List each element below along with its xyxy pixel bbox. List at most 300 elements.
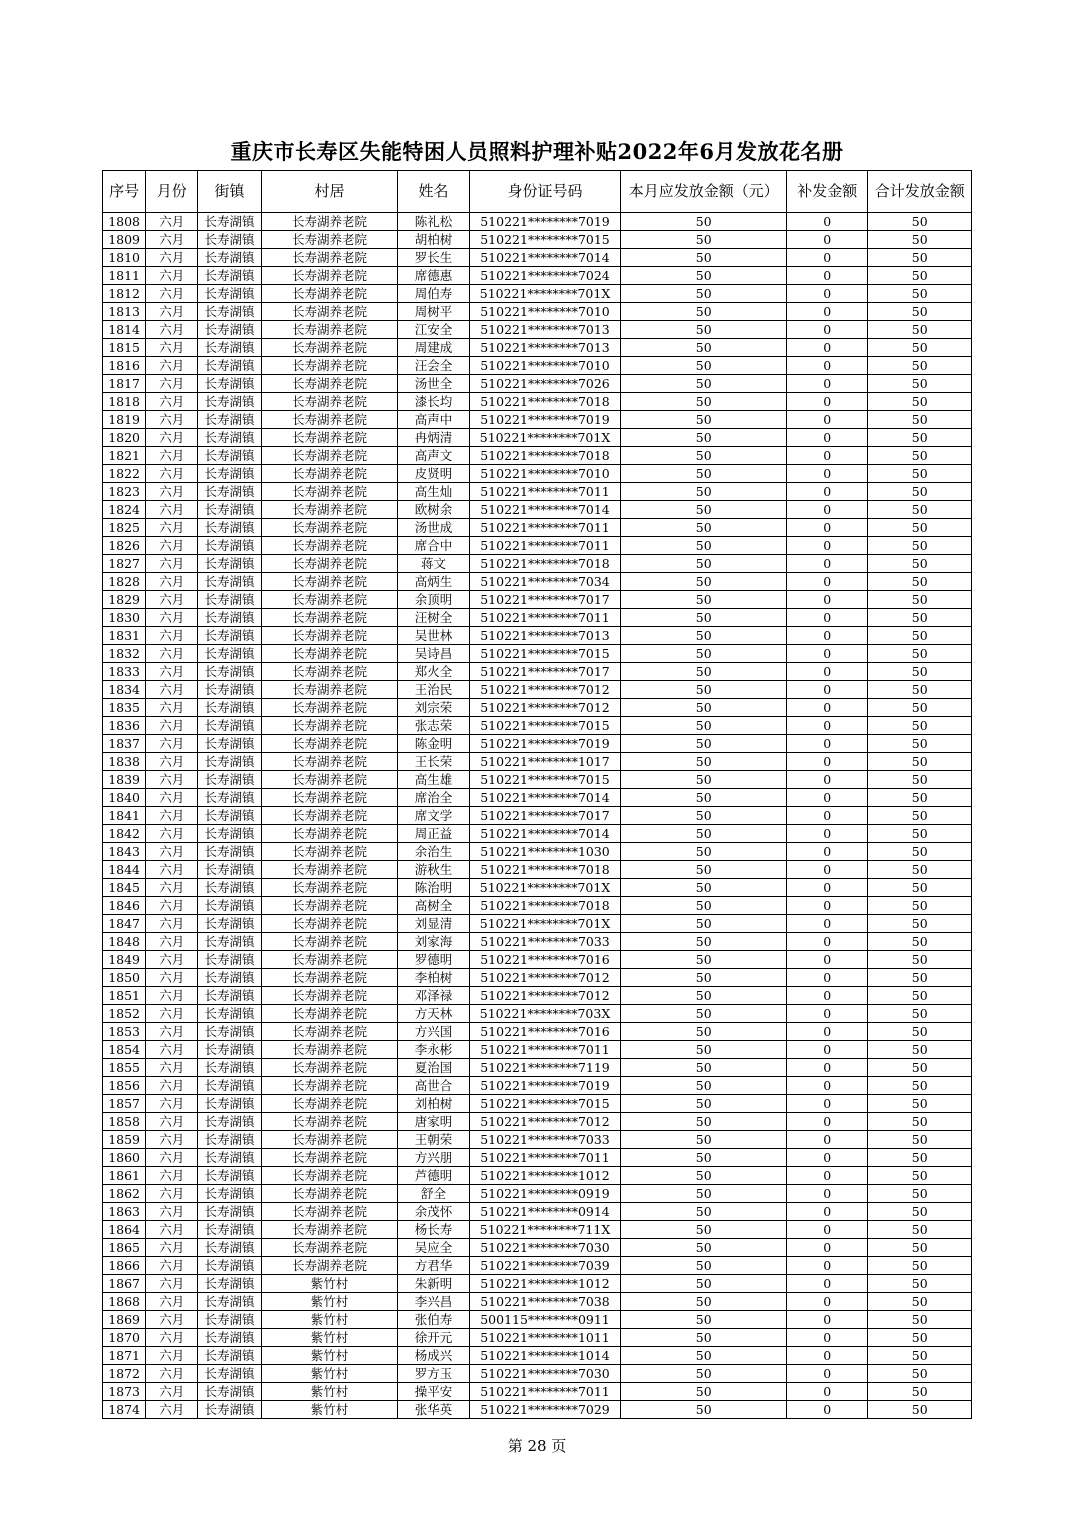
cell-month: 六月 (146, 1383, 198, 1401)
cell-id-number: 510221********7019 (469, 411, 621, 429)
cell-total-amount: 50 (868, 285, 972, 303)
cell-reissue-amount: 0 (787, 429, 868, 447)
table-row (103, 1059, 972, 1077)
cell-town: 长寿湖镇 (198, 411, 261, 429)
cell-serial: 1871 (103, 1347, 146, 1365)
cell-serial: 1846 (103, 897, 146, 915)
cell-town: 长寿湖镇 (198, 681, 261, 699)
cell-town: 长寿湖镇 (198, 1113, 261, 1131)
cell-amount-due: 50 (621, 375, 787, 393)
cell-amount-due: 50 (621, 969, 787, 987)
cell-village: 长寿湖养老院 (261, 1023, 398, 1041)
cell-town: 长寿湖镇 (198, 393, 261, 411)
cell-village: 长寿湖养老院 (261, 645, 398, 663)
cell-village: 长寿湖养老院 (261, 1131, 398, 1149)
cell-name: 张华英 (398, 1401, 469, 1419)
cell-town: 长寿湖镇 (198, 1239, 261, 1257)
cell-serial: 1830 (103, 609, 146, 627)
cell-serial: 1821 (103, 447, 146, 465)
cell-reissue-amount: 0 (787, 1059, 868, 1077)
cell-id-number: 510221********701X (469, 879, 621, 897)
cell-serial: 1809 (103, 231, 146, 249)
cell-reissue-amount: 0 (787, 699, 868, 717)
cell-month: 六月 (146, 735, 198, 753)
cell-town: 长寿湖镇 (198, 285, 261, 303)
cell-total-amount: 50 (868, 501, 972, 519)
cell-month: 六月 (146, 861, 198, 879)
table-row (103, 969, 972, 987)
cell-town: 长寿湖镇 (198, 447, 261, 465)
cell-id-number: 510221********7034 (469, 573, 621, 591)
cell-name: 王长荣 (398, 753, 469, 771)
cell-amount-due: 50 (621, 447, 787, 465)
cell-name: 高生灿 (398, 483, 469, 501)
table-row (103, 1347, 972, 1365)
cell-id-number: 510221********7119 (469, 1059, 621, 1077)
cell-amount-due: 50 (621, 1023, 787, 1041)
cell-total-amount: 50 (868, 1059, 972, 1077)
cell-id-number: 510221********7024 (469, 267, 621, 285)
cell-total-amount: 50 (868, 1239, 972, 1257)
cell-serial: 1828 (103, 573, 146, 591)
table-row (103, 807, 972, 825)
cell-village: 长寿湖养老院 (261, 879, 398, 897)
cell-village: 长寿湖养老院 (261, 843, 398, 861)
cell-month: 六月 (146, 1023, 198, 1041)
cell-reissue-amount: 0 (787, 357, 868, 375)
cell-id-number: 510221********7038 (469, 1293, 621, 1311)
cell-name: 张伯寿 (398, 1311, 469, 1329)
cell-total-amount: 50 (868, 1023, 972, 1041)
cell-name: 操平安 (398, 1383, 469, 1401)
cell-total-amount: 50 (868, 879, 972, 897)
cell-village: 长寿湖养老院 (261, 591, 398, 609)
cell-total-amount: 50 (868, 339, 972, 357)
cell-town: 长寿湖镇 (198, 465, 261, 483)
cell-serial: 1825 (103, 519, 146, 537)
cell-name: 胡柏树 (398, 231, 469, 249)
cell-reissue-amount: 0 (787, 555, 868, 573)
cell-name: 游秋生 (398, 861, 469, 879)
cell-reissue-amount: 0 (787, 303, 868, 321)
cell-name: 杨长寿 (398, 1221, 469, 1239)
cell-serial: 1873 (103, 1383, 146, 1401)
cell-name: 方天林 (398, 1005, 469, 1023)
cell-id-number: 510221********7018 (469, 393, 621, 411)
cell-village: 长寿湖养老院 (261, 1113, 398, 1131)
cell-month: 六月 (146, 1347, 198, 1365)
cell-month: 六月 (146, 1203, 198, 1221)
table-row (103, 735, 972, 753)
table-row (103, 591, 972, 609)
cell-serial: 1858 (103, 1113, 146, 1131)
cell-total-amount: 50 (868, 1149, 972, 1167)
cell-town: 长寿湖镇 (198, 933, 261, 951)
cell-town: 长寿湖镇 (198, 1041, 261, 1059)
cell-serial: 1812 (103, 285, 146, 303)
cell-village: 长寿湖养老院 (261, 663, 398, 681)
cell-amount-due: 50 (621, 591, 787, 609)
cell-town: 长寿湖镇 (198, 1401, 261, 1419)
cell-name: 罗德明 (398, 951, 469, 969)
column-header-month: 月份 (146, 171, 198, 213)
table-row (103, 429, 972, 447)
cell-serial: 1808 (103, 213, 146, 231)
cell-town: 长寿湖镇 (198, 753, 261, 771)
cell-id-number: 510221********7015 (469, 645, 621, 663)
cell-amount-due: 50 (621, 1329, 787, 1347)
cell-name: 高声中 (398, 411, 469, 429)
table-row (103, 249, 972, 267)
cell-amount-due: 50 (621, 699, 787, 717)
cell-total-amount: 50 (868, 1095, 972, 1113)
cell-village: 长寿湖养老院 (261, 825, 398, 843)
cell-name: 郑火全 (398, 663, 469, 681)
cell-total-amount: 50 (868, 1113, 972, 1131)
cell-id-number: 510221********1017 (469, 753, 621, 771)
cell-id-number: 510221********1012 (469, 1167, 621, 1185)
cell-village: 长寿湖养老院 (261, 771, 398, 789)
cell-total-amount: 50 (868, 465, 972, 483)
cell-village: 紫竹村 (261, 1383, 398, 1401)
cell-total-amount: 50 (868, 249, 972, 267)
cell-id-number: 510221********0914 (469, 1203, 621, 1221)
cell-total-amount: 50 (868, 375, 972, 393)
cell-village: 长寿湖养老院 (261, 1167, 398, 1185)
cell-total-amount: 50 (868, 825, 972, 843)
cell-amount-due: 50 (621, 573, 787, 591)
table-row (103, 357, 972, 375)
cell-town: 长寿湖镇 (198, 1293, 261, 1311)
cell-month: 六月 (146, 321, 198, 339)
cell-month: 六月 (146, 1239, 198, 1257)
table-row (103, 1005, 972, 1023)
cell-month: 六月 (146, 231, 198, 249)
cell-month: 六月 (146, 501, 198, 519)
cell-total-amount: 50 (868, 321, 972, 339)
cell-month: 六月 (146, 573, 198, 591)
cell-village: 长寿湖养老院 (261, 501, 398, 519)
cell-village: 长寿湖养老院 (261, 861, 398, 879)
cell-town: 长寿湖镇 (198, 357, 261, 375)
cell-town: 长寿湖镇 (198, 1203, 261, 1221)
cell-serial: 1837 (103, 735, 146, 753)
cell-serial: 1811 (103, 267, 146, 285)
cell-name: 冉炳清 (398, 429, 469, 447)
cell-town: 长寿湖镇 (198, 663, 261, 681)
cell-month: 六月 (146, 357, 198, 375)
table-row (103, 609, 972, 627)
column-header-total-amount: 合计发放金额 (868, 171, 972, 213)
cell-reissue-amount: 0 (787, 501, 868, 519)
cell-town: 长寿湖镇 (198, 519, 261, 537)
table-row (103, 1131, 972, 1149)
cell-village: 长寿湖养老院 (261, 951, 398, 969)
cell-serial: 1818 (103, 393, 146, 411)
cell-serial: 1840 (103, 789, 146, 807)
cell-id-number: 510221********7015 (469, 717, 621, 735)
table-row (103, 1095, 972, 1113)
cell-amount-due: 50 (621, 663, 787, 681)
cell-amount-due: 50 (621, 987, 787, 1005)
cell-amount-due: 50 (621, 897, 787, 915)
cell-town: 长寿湖镇 (198, 1311, 261, 1329)
cell-name: 高世合 (398, 1077, 469, 1095)
cell-reissue-amount: 0 (787, 213, 868, 231)
cell-reissue-amount: 0 (787, 1077, 868, 1095)
cell-total-amount: 50 (868, 231, 972, 249)
cell-town: 长寿湖镇 (198, 915, 261, 933)
cell-reissue-amount: 0 (787, 861, 868, 879)
cell-month: 六月 (146, 249, 198, 267)
cell-name: 皮贤明 (398, 465, 469, 483)
cell-name: 蒋文 (398, 555, 469, 573)
cell-reissue-amount: 0 (787, 573, 868, 591)
table-row (103, 1113, 972, 1131)
cell-amount-due: 50 (621, 627, 787, 645)
cell-id-number: 510221********711X (469, 1221, 621, 1239)
cell-name: 方兴国 (398, 1023, 469, 1041)
cell-amount-due: 50 (621, 951, 787, 969)
cell-village: 长寿湖养老院 (261, 735, 398, 753)
cell-reissue-amount: 0 (787, 1383, 868, 1401)
cell-reissue-amount: 0 (787, 1275, 868, 1293)
cell-amount-due: 50 (621, 249, 787, 267)
cell-name: 杨成兴 (398, 1347, 469, 1365)
cell-village: 长寿湖养老院 (261, 1257, 398, 1275)
cell-village: 长寿湖养老院 (261, 249, 398, 267)
cell-name: 席德惠 (398, 267, 469, 285)
cell-total-amount: 50 (868, 1185, 972, 1203)
cell-serial: 1860 (103, 1149, 146, 1167)
cell-village: 长寿湖养老院 (261, 717, 398, 735)
cell-serial: 1855 (103, 1059, 146, 1077)
cell-total-amount: 50 (868, 303, 972, 321)
cell-month: 六月 (146, 699, 198, 717)
cell-town: 长寿湖镇 (198, 1077, 261, 1095)
cell-id-number: 510221********7017 (469, 807, 621, 825)
cell-town: 长寿湖镇 (198, 1275, 261, 1293)
cell-village: 长寿湖养老院 (261, 519, 398, 537)
cell-village: 长寿湖养老院 (261, 987, 398, 1005)
cell-id-number: 510221********1011 (469, 1329, 621, 1347)
cell-id-number: 510221********7012 (469, 1113, 621, 1131)
cell-total-amount: 50 (868, 861, 972, 879)
cell-amount-due: 50 (621, 321, 787, 339)
cell-serial: 1841 (103, 807, 146, 825)
cell-month: 六月 (146, 1221, 198, 1239)
cell-serial: 1870 (103, 1329, 146, 1347)
cell-amount-due: 50 (621, 843, 787, 861)
cell-village: 长寿湖养老院 (261, 447, 398, 465)
cell-reissue-amount: 0 (787, 231, 868, 249)
page-number: 第 28 页 (507, 1437, 567, 1455)
cell-reissue-amount: 0 (787, 1095, 868, 1113)
cell-serial: 1815 (103, 339, 146, 357)
cell-amount-due: 50 (621, 1167, 787, 1185)
cell-town: 长寿湖镇 (198, 951, 261, 969)
cell-total-amount: 50 (868, 1221, 972, 1239)
cell-village: 长寿湖养老院 (261, 1239, 398, 1257)
cell-amount-due: 50 (621, 483, 787, 501)
cell-amount-due: 50 (621, 879, 787, 897)
cell-village: 紫竹村 (261, 1293, 398, 1311)
cell-amount-due: 50 (621, 357, 787, 375)
cell-id-number: 510221********7018 (469, 555, 621, 573)
cell-village: 长寿湖养老院 (261, 429, 398, 447)
cell-serial: 1817 (103, 375, 146, 393)
cell-total-amount: 50 (868, 699, 972, 717)
cell-town: 长寿湖镇 (198, 501, 261, 519)
cell-reissue-amount: 0 (787, 411, 868, 429)
table-row (103, 915, 972, 933)
cell-reissue-amount: 0 (787, 1131, 868, 1149)
cell-name: 高生雄 (398, 771, 469, 789)
cell-village: 紫竹村 (261, 1311, 398, 1329)
cell-amount-due: 50 (621, 1131, 787, 1149)
cell-village: 长寿湖养老院 (261, 1203, 398, 1221)
table-row (103, 321, 972, 339)
cell-month: 六月 (146, 681, 198, 699)
cell-total-amount: 50 (868, 681, 972, 699)
cell-reissue-amount: 0 (787, 771, 868, 789)
cell-total-amount: 50 (868, 897, 972, 915)
cell-amount-due: 50 (621, 1257, 787, 1275)
cell-id-number: 510221********7019 (469, 735, 621, 753)
table-row (103, 843, 972, 861)
table-row (103, 1203, 972, 1221)
cell-town: 长寿湖镇 (198, 249, 261, 267)
cell-id-number: 510221********7018 (469, 897, 621, 915)
cell-town: 长寿湖镇 (198, 987, 261, 1005)
cell-amount-due: 50 (621, 861, 787, 879)
cell-month: 六月 (146, 627, 198, 645)
cell-month: 六月 (146, 1329, 198, 1347)
cell-id-number: 510221********7033 (469, 933, 621, 951)
cell-name: 李兴昌 (398, 1293, 469, 1311)
cell-serial: 1839 (103, 771, 146, 789)
cell-name: 朱新明 (398, 1275, 469, 1293)
table-row (103, 465, 972, 483)
cell-village: 紫竹村 (261, 1347, 398, 1365)
cell-id-number: 510221********7026 (469, 375, 621, 393)
cell-name: 罗长生 (398, 249, 469, 267)
cell-id-number: 510221********7017 (469, 591, 621, 609)
table-row (103, 519, 972, 537)
cell-town: 长寿湖镇 (198, 213, 261, 231)
cell-name: 唐家明 (398, 1113, 469, 1131)
cell-village: 紫竹村 (261, 1401, 398, 1419)
cell-reissue-amount: 0 (787, 465, 868, 483)
column-header-town: 街镇 (198, 171, 261, 213)
cell-town: 长寿湖镇 (198, 1221, 261, 1239)
cell-serial: 1861 (103, 1167, 146, 1185)
cell-total-amount: 50 (868, 1383, 972, 1401)
cell-name: 王朝荣 (398, 1131, 469, 1149)
cell-amount-due: 50 (621, 1239, 787, 1257)
cell-amount-due: 50 (621, 1041, 787, 1059)
cell-amount-due: 50 (621, 1149, 787, 1167)
cell-total-amount: 50 (868, 1203, 972, 1221)
cell-serial: 1813 (103, 303, 146, 321)
table-row (103, 555, 972, 573)
table-row (103, 285, 972, 303)
cell-village: 长寿湖养老院 (261, 465, 398, 483)
cell-total-amount: 50 (868, 591, 972, 609)
cell-month: 六月 (146, 1275, 198, 1293)
page-title: 重庆市长寿区失能特困人员照料护理补贴2022年6月发放花名册 (230, 139, 844, 164)
table-row (103, 987, 972, 1005)
cell-serial: 1867 (103, 1275, 146, 1293)
cell-total-amount: 50 (868, 267, 972, 285)
cell-name: 周树平 (398, 303, 469, 321)
cell-town: 长寿湖镇 (198, 1365, 261, 1383)
cell-name: 余茂怀 (398, 1203, 469, 1221)
cell-village: 长寿湖养老院 (261, 1041, 398, 1059)
cell-reissue-amount: 0 (787, 1293, 868, 1311)
cell-name: 刘宗荣 (398, 699, 469, 717)
cell-town: 长寿湖镇 (198, 1131, 261, 1149)
table-row (103, 1239, 972, 1257)
column-header-amount-due: 本月应发放金额（元） (621, 171, 787, 213)
cell-id-number: 510221********7030 (469, 1239, 621, 1257)
cell-name: 席文学 (398, 807, 469, 825)
cell-id-number: 510221********7017 (469, 663, 621, 681)
cell-village: 长寿湖养老院 (261, 1185, 398, 1203)
table-row (103, 789, 972, 807)
cell-amount-due: 50 (621, 753, 787, 771)
cell-name: 席治全 (398, 789, 469, 807)
cell-id-number: 510221********7039 (469, 1257, 621, 1275)
table-row (103, 699, 972, 717)
cell-reissue-amount: 0 (787, 753, 868, 771)
cell-serial: 1820 (103, 429, 146, 447)
cell-id-number: 510221********7015 (469, 231, 621, 249)
cell-amount-due: 50 (621, 933, 787, 951)
cell-month: 六月 (146, 483, 198, 501)
cell-village: 长寿湖养老院 (261, 699, 398, 717)
table-row (103, 681, 972, 699)
cell-amount-due: 50 (621, 213, 787, 231)
cell-amount-due: 50 (621, 1347, 787, 1365)
cell-town: 长寿湖镇 (198, 645, 261, 663)
cell-month: 六月 (146, 789, 198, 807)
cell-village: 长寿湖养老院 (261, 393, 398, 411)
cell-serial: 1869 (103, 1311, 146, 1329)
cell-amount-due: 50 (621, 1365, 787, 1383)
cell-village: 长寿湖养老院 (261, 285, 398, 303)
cell-total-amount: 50 (868, 411, 972, 429)
column-header-village: 村居 (261, 171, 398, 213)
cell-village: 长寿湖养老院 (261, 915, 398, 933)
cell-month: 六月 (146, 663, 198, 681)
cell-amount-due: 50 (621, 735, 787, 753)
cell-id-number: 510221********7010 (469, 303, 621, 321)
cell-id-number: 510221********1030 (469, 843, 621, 861)
cell-month: 六月 (146, 447, 198, 465)
cell-total-amount: 50 (868, 555, 972, 573)
cell-reissue-amount: 0 (787, 681, 868, 699)
cell-name: 李永彬 (398, 1041, 469, 1059)
cell-serial: 1850 (103, 969, 146, 987)
cell-village: 长寿湖养老院 (261, 555, 398, 573)
cell-name: 吴应全 (398, 1239, 469, 1257)
cell-name: 高声文 (398, 447, 469, 465)
column-header-serial: 序号 (103, 171, 146, 213)
cell-town: 长寿湖镇 (198, 1329, 261, 1347)
table-header-row (103, 171, 972, 213)
cell-id-number: 510221********7033 (469, 1131, 621, 1149)
